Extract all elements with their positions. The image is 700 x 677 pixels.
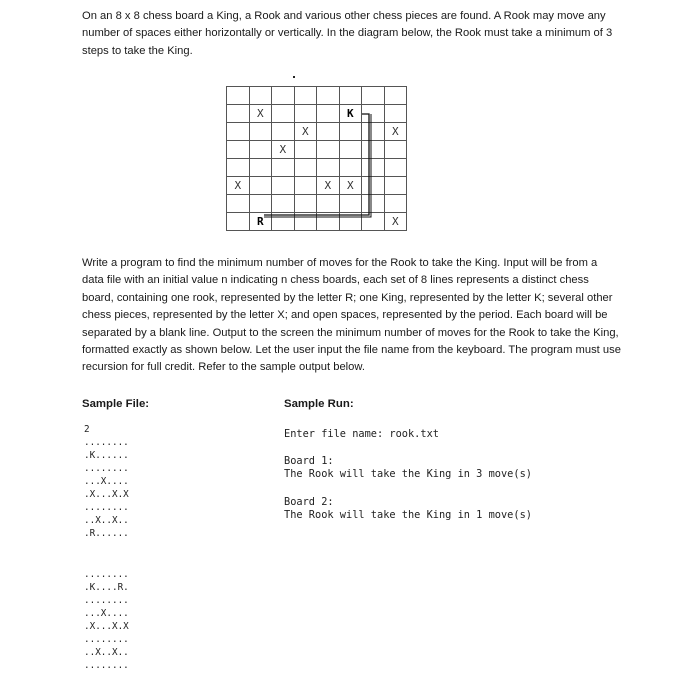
board-cell [384,159,407,177]
board-cell [317,141,340,159]
board-piece-x: X [272,141,295,159]
board-piece-x: X [384,123,407,141]
board-cell [294,159,317,177]
board-row [227,159,407,177]
board-cell [362,195,385,213]
board-cell [362,105,385,123]
stray-mark [293,76,295,78]
sample-file-heading: Sample File: [82,398,150,410]
board-cell [227,195,250,213]
board-cell [249,87,272,105]
board-cell [339,123,362,141]
sample-run-board-2-result: The Rook will take the King in 1 move(s) [284,509,532,521]
board-cell [362,177,385,195]
board-piece-x: X [339,177,362,195]
board-piece-x: X [317,177,340,195]
board-cell [272,177,295,195]
board-cell [272,159,295,177]
board-cell [362,159,385,177]
board-cell [227,159,250,177]
board-cell [272,123,295,141]
board-row [227,195,407,213]
board-cell [317,87,340,105]
board-cell [249,141,272,159]
board-row [227,87,407,105]
board-cell [317,105,340,123]
sample-run-board-1-label: Board 1: [284,455,334,467]
board-cell [272,87,295,105]
board-cell [317,213,340,231]
sample-run-heading: Sample Run: [284,398,354,410]
description-paragraph: Write a program to find the minimum number of moves for the Rook to take the King. Input will be from a data file with an initial value n indicating n chess boards, each set of 8 lines represents a distinct chess board, containing one rook, represented by the letter R; one King, represented by the letter K; several other chess pieces, represented by the letter X; and open spaces, represented by the period. Each board will be separated by a blank line. Output to the screen the minimum number of moves for the Rook to take the King, formatted exactly as shown below. Let the user input the file name from the keyboard. The program must use recursion for full credit. Refer to the sample output below. [82,257,621,374]
sample-run-board-2-label: Board 2: [284,496,334,508]
board-cell [294,195,317,213]
board-cell [362,141,385,159]
board-cell [339,87,362,105]
board-piece-x: X [384,213,407,231]
sample-run-board-1-result: The Rook will take the King in 3 move(s) [284,468,532,480]
board-cell [317,123,340,141]
intro-paragraph: On an 8 x 8 chess board a King, a Rook and various other chess pieces are found. A Rook may move any number of spaces either horizontally or vertically. In the diagram below, the Rook must take a minimum of 3 steps to take the King. [82,10,613,57]
sample-file-board-2: ........ .K....R. ........ ...X.... .X...X.X ........ ..X..X.. ........ [84,569,129,671]
board-piece-r: R [249,213,272,231]
board-cell [384,195,407,213]
board-row [227,141,407,159]
board-cell [339,195,362,213]
board-cell [339,213,362,231]
board-cell [384,87,407,105]
board-row [227,177,407,195]
board-row [227,105,407,123]
board-row [227,123,407,141]
board-cell [227,123,250,141]
board-cell [362,213,385,231]
sample-file-board-1: 2 ........ .K...... ........ ...X.... .X...X.X ........ ..X..X.. .R...... [84,424,129,539]
board-cell [249,177,272,195]
board-cell [272,105,295,123]
board-cell [249,195,272,213]
board-cell [384,141,407,159]
board-cell [317,159,340,177]
board-cell [227,105,250,123]
board-cell [227,87,250,105]
board-cell [362,87,385,105]
board-cell [294,141,317,159]
board-piece-x: X [249,105,272,123]
board-piece-x: X [227,177,250,195]
board-cell [249,159,272,177]
board-row [227,213,407,231]
board-cell [294,177,317,195]
board-cell [272,195,295,213]
board-cell [384,105,407,123]
board-cell [227,213,250,231]
board-cell [362,123,385,141]
board-piece-k: K [339,105,362,123]
board-cell [272,213,295,231]
board-cell [339,141,362,159]
chess-board-diagram [226,86,407,231]
board-cell [294,87,317,105]
board-cell [294,213,317,231]
sample-run-prompt: Enter file name: rook.txt [284,428,439,440]
board-cell [317,195,340,213]
board-cell [249,123,272,141]
board-cell [384,177,407,195]
board-piece-x: X [294,123,317,141]
board-cell [339,159,362,177]
board-cell [294,105,317,123]
board-cell [227,141,250,159]
